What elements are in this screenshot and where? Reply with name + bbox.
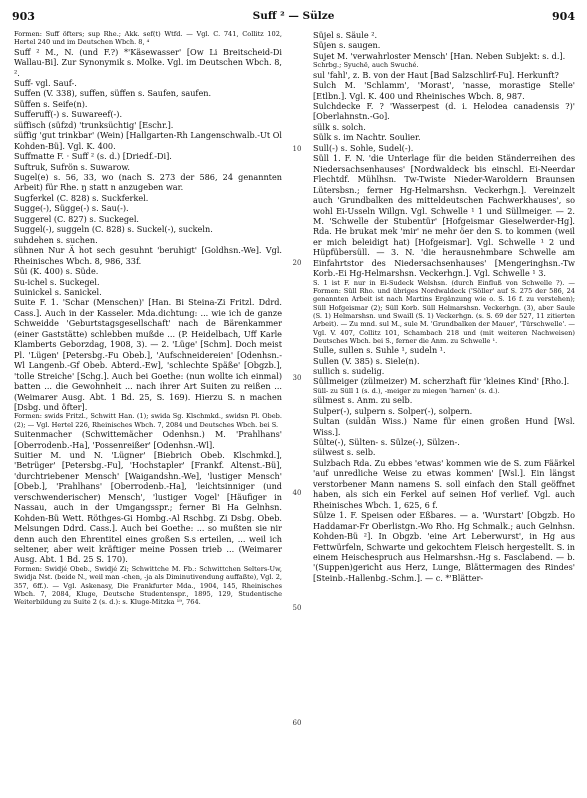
note-paragraph: Formen: swids Fritzl., Schwitt Han. (1); swida Sg. Klschmkd., swidsn Pl. Obeb. (2); — Vgl. Hertel 226, Rheinisches Wbch. 7, 2084 und Deutsches Wbch. bei S. (14, 412, 282, 429)
dictionary-entry: Su-ichel s. Suckegel. (14, 276, 100, 287)
dictionary-entry: Sullen (V. 385) s. Siele(n). (313, 355, 420, 366)
dictionary-entry: Sülze 1. F. Speisen oder Eßbares. — a. 'Wurstart' [Obgzb. Ho Haddamar-Fr Oberlistgn.-Wo Rho. Hg Schmalk.; auch Gelnhsn. Kohden-Bü ²]. In Obgzb. 'eine Art Leberwurst', in Hg aus Fettwürfeln, Schwarte und gekochtem Fleisch hergestellt. S. in einem Heischespruch aus Helmarshsn.-Hg s. Fasclabend. — b. '(Suppen)gericht aus Herz, Lunge, Blättermagen des Rindes' [Steinb.-Hallenbg.-Schm.]. — c. *'Blätter- (313, 510, 575, 583)
left-column (14, 30, 282, 606)
right-column (313, 30, 575, 583)
note-paragraph: Süll- zu Süll 1 (s. d.), -meiger zu miegen 'harnen' (s. d.). (313, 386, 500, 395)
running-title: Suff ² — Sülze (252, 10, 335, 22)
line-number-gutter (286, 0, 308, 798)
page-number-left: 903 (12, 10, 35, 23)
dictionary-entry: sul 'fahl', z. B. von der Haut [Bad Salzschlirf-Fu]. Herkunft? (313, 69, 559, 80)
note-paragraph: Formen: Suff öfters; sup Rhe.; Akk. sef(t) Wtfd. — Vgl. C. 741, Collitz 102, Hertel 240 und im Deutschen Wbch. 8, ⁴ (14, 30, 282, 47)
dictionary-entry: Süi (K. 400) s. Süde. (14, 266, 99, 277)
dictionary-entry: sülmest s. Anm. zu selb. (313, 395, 413, 406)
line-number: 60 (292, 719, 302, 727)
dictionary-entry: Suffmatte F. · Suff ² (s. d.) [Driedf.-Di]. (14, 151, 172, 162)
dictionary-entry: Süllmeiger (zülmeizer) M. scherzhaft für 'kleines Kind' [Rho.]. (313, 376, 570, 387)
dictionary-entry: Sugel(e) s. 56, 33, wo (nach S. 273 der 586, 24 genannten Arbeit) für Rhe. ŋ statt n anzugeben war. (14, 172, 282, 193)
line-number: 50 (292, 604, 302, 612)
dictionary-entry: sullich s. sudelig. (313, 366, 385, 376)
dictionary-entry: Suggerel (C. 827) s. Suckegel. (14, 213, 140, 224)
page-number-right: 904 (552, 10, 575, 23)
line-number: 30 (292, 374, 302, 382)
dictionary-entry: Suftruk, Sufrön s. Suwarow. (14, 161, 130, 172)
dictionary-entry: Sülte(-), Sülten- s. Sülze(-), Sülzen-. (313, 437, 460, 448)
dictionary-entry: Suggel(-), suggeln (C. 828) s. Suckel(-), suckeln. (14, 224, 213, 235)
dictionary-entry: Suite F. 1. 'Schar (Menschen)' [Han. Bi Steina-Zi Fritzl. Ddrd. Cass.]. Auch in der Kasseler. Mda.dichtung: ... wie ich de ganze Schweidde 'Geburtstagsgesellschaft' nach de Bärenkammer (einer Gaststätte) schlebben mußde ... (P. Heidelbach, Uff Karle Klamberts Geborzdag, 1908, 3). — 2. 'Lüge' [Schm]. Doch meist Pl. 'Lügen' [Petersbg.-Fu Obeb.], 'Aufschneidereien' [Odenhsn.-Wl Langenb.-Gf Obeb. Abterd.-Ew], 'schlechte Späße' [Obgzb.], 'tolle Streiche' [Schg.]. Auch bei Goethe: (nun wollte ich einmal) batten ... die Gewohnheit ... nach ihrer Art Suiten zu reißen ... (Weimarer Ausg. Abt. 1 Bd. 25, S. 169). Hierzu S. n machen [Dsbg. und öfter]. (14, 297, 282, 412)
line-number: 10 (292, 145, 302, 153)
dictionary-entry: Suitenmacher (Schwittemächer Odenhsn.) M. 'Prahlhans' [Oberrodenb.-Ha], 'Possenreißer' [Odenhsn.-Wl]. (14, 429, 282, 450)
dictionary-entry: Suitier M. und N. 'Lügner' [Biebrich Obeb. Klschmkd.], 'Betrüger' [Petersbg.-Fu], 'Hochstapler' [Frankf. Altenst.-Bü], 'durchtriebener Mensch' [Waigandshn.-We], 'lustiger Mensch' [Obeb.], 'Prahlhans' [Oberrodenb.-Ha], 'leichtsinniger (und verschwenderischer) Mensch', 'lustiger Vogel' [Häufiger in Nassau, auch in der Umgangsspr.; ferner Bi Ha Gelnhsn. Kohden-Bü Wett. Röthges-Gi Hombg.-Al Rschbg. Zi Dsbg. Obeb. Melsungen Ddrd. Cass.]. Auch bei Goethe: ... so mußten sie nir denn auch den Ehrentitel eines großen S.s erteilen, ... weil ich seltener, aber weit kräftiger meine Possen trieb ... (Weimarer Ausg. Abt. 1 Bd. 25 S. 170). (14, 449, 282, 565)
dictionary-entry: Süll 1. F. N. 'die Unterlage für die beiden Ständerreihen des Niedersachsenhauses' [Nordwaldeck bis einschl. Ei-Neerdar Flechtdf. Mühlhsn. Tw-Twiste Nieder-Waroldern Braunsen Lütersbsn.; ferner Hg-Helmarshsn. Veckerhgn.]. Vereinzelt auch 'Grundbalken des mitteldeutschen Fachwerkhauses', so wohl Ei-Usseln Willgn. Vgl. Schwelle ¹ 1 und Süllmeiger. — 2. M. 'Schwelle der Stubentür' [Hofgeismar Gieselwerder-Hg]. Rda. He brukat mek 'mir' ne mehr öer den S. to kommen (weil er mich beleidigt hat) [Hofgeismar]. Vgl. Schwelle ¹ 2 und Hüpfübersüll. — 3. N. 'die herausnehmbare Schwelle am Einfahrtstor des Niedersachsenhauses' [Mengeringhsn.-Tw Korb.-Ei Hg-Helmarshsn. Veckerhgn.]. Vgl. Schwelle ¹ 3. (313, 153, 575, 279)
line-number: 20 (292, 259, 302, 267)
dictionary-entry: Sugferkel (C. 828) s. Suckferkel. (14, 192, 149, 203)
dictionary-entry: Sulch M. 'Schlamm', 'Morast', 'nasse, morastige Stelle' [Etlbn.]. Vgl. K. 400 und Rheinisches Wbch. 8, 987. (313, 80, 575, 101)
line-number: 40 (292, 489, 302, 497)
dictionary-entry: Sull(-) s. Sohle, Sudel(-). (313, 142, 414, 153)
dictionary-entry: Süffen s. Seife(n). (14, 98, 88, 109)
dictionary-entry: Sulle, sullen s. Suhle ¹, sudeln ¹. (313, 345, 446, 356)
note-paragraph: S. 1 ist F. nur in Ei-Sudeck Welshsn. (durch Einfluß von Schwelle ?). — Formen: Süll Rho. und übriges Nordwaldeck ('Söller' auf S. 275 der 586, 24 genannten Arbeit ist nach Martins Ergänzung wie o. S. 16 f. zu verstehen); Süll Hofgeismar (2); Süll Korb. Süll Helmarshsn. Veckerhgn. (3), aber Saule (S. 1) Helmarshsn. und Swaill (S. 1) Veckerhgn. (s. S. 69 der 527, 11 zitierten Arbeit). — Zu mnd. sul M., sule M. 'Grundbalken der Mauer', 'Türschwelle'. — Vgl. V. 407, Collitz 101, Schambach 218 und (mit weiteren Nachweisen) Deutsches Wbch. bei S., ferner die Anm. zu Schwelle ¹. (313, 278, 575, 345)
dictionary-entry: Sultan (suldān Wiss.) Name für einen großen Hund [Wsl. Wiss.]. (313, 416, 575, 437)
note-paragraph: Formen: Swidjé Obeb., Swidjé Zi; Schwittche M. Fb.: Schwittchen Selters-Uw, Swidja Nst. (beide N., weil man -chen, -ja als Diminutivendung auffaßte), Vgl. 2, 357, 6ff.). — Vgl. Askenasy, Die Frankfurter Mda., 1904, 145, Rheinisches Wbch. 7, 2084, Kluge, Deutsche Studentenspr., 1895, 129, Studentische Weiterbildung zu Suite 2 (s. d.): s. Kluge-Mitzka ¹⁹, 764. (14, 564, 282, 607)
dictionary-entry: sülk s. solch. (313, 121, 366, 132)
dictionary-entry: Sufferuff(-) s. Suwareef(-). (14, 109, 123, 120)
dictionary-entry: Sulper(-), sulpern s. Solper(-), solpern. (313, 405, 473, 416)
dictionary-entry: Suinickel s. Sanickel. (14, 287, 102, 298)
dictionary-entry: suhdehen s. suchen. (14, 234, 98, 245)
dictionary-entry: sühnen Nur Ä hot sech gesuhnt 'beruhigt' [Goldhsn.-We]. Vgl. Rheinisches Wbch. 8, 986, 33f. (14, 245, 282, 266)
dictionary-entry: Sugge(-), Sügge(-) s. Sau(-). (14, 203, 129, 214)
dictionary-entry: Sulzbach Rda. Zu ebbes 'etwas' kommen wie de S. zum Fäärkel 'auf unredliche Weise zu etwas kommen' [Wsl.]. Ein längst verstorbener Mann namens S. soll einfach den Stall geöffnet haben, als sich ein Ferkel auf seinen Hof verlief. Vgl. auch Rheinisches Wbch. 1, 625, 6 f. (313, 457, 575, 510)
dictionary-entry: Suff ² M., N. (und F.?) *'Käsewasser' [Ow Li Breitscheid-Di Wallau-Bi]. Zur Synonymik s. Molke. Vgl. im Deutschen Wbch. 8, ². (14, 46, 282, 78)
dictionary-entry: Süjen s. saugen. (313, 40, 381, 51)
dictionary-entry: Sulchdecke F. ? 'Wasserpest (d. i. Helodea canadensis ?)' [Oberlahnstn.-Go]. (313, 101, 575, 122)
dictionary-entry: Suffen (V. 338), suffen, süffen s. Saufen, saufen. (14, 88, 212, 99)
dictionary-entry: Suff- vgl. Sauf-. (14, 77, 77, 88)
note-paragraph: Schrbg.; Syuchë, auch Swuché. (313, 61, 419, 70)
dictionary-entry: sülwest s. selb. (313, 447, 376, 458)
dictionary-entry: süffisch (süfzd) 'trunksüchtig' [Eschr.]. (14, 119, 174, 130)
dictionary-entry: Sujet M. 'verwahrloster Mensch' [Han. Neben Subjekt: s. d.]. (313, 50, 566, 61)
dictionary-entry: Sülk s. im Nachtr. Soulier. (313, 132, 421, 143)
dictionary-entry: Süjel s. Säule ². (313, 30, 378, 40)
dictionary-entry: süffig 'gut trinkbar' (Wein) [Hallgarten-Rh Langenschwalb.-Ut Ol Kohden-Bü]. Vgl. K. 400. (14, 130, 282, 151)
